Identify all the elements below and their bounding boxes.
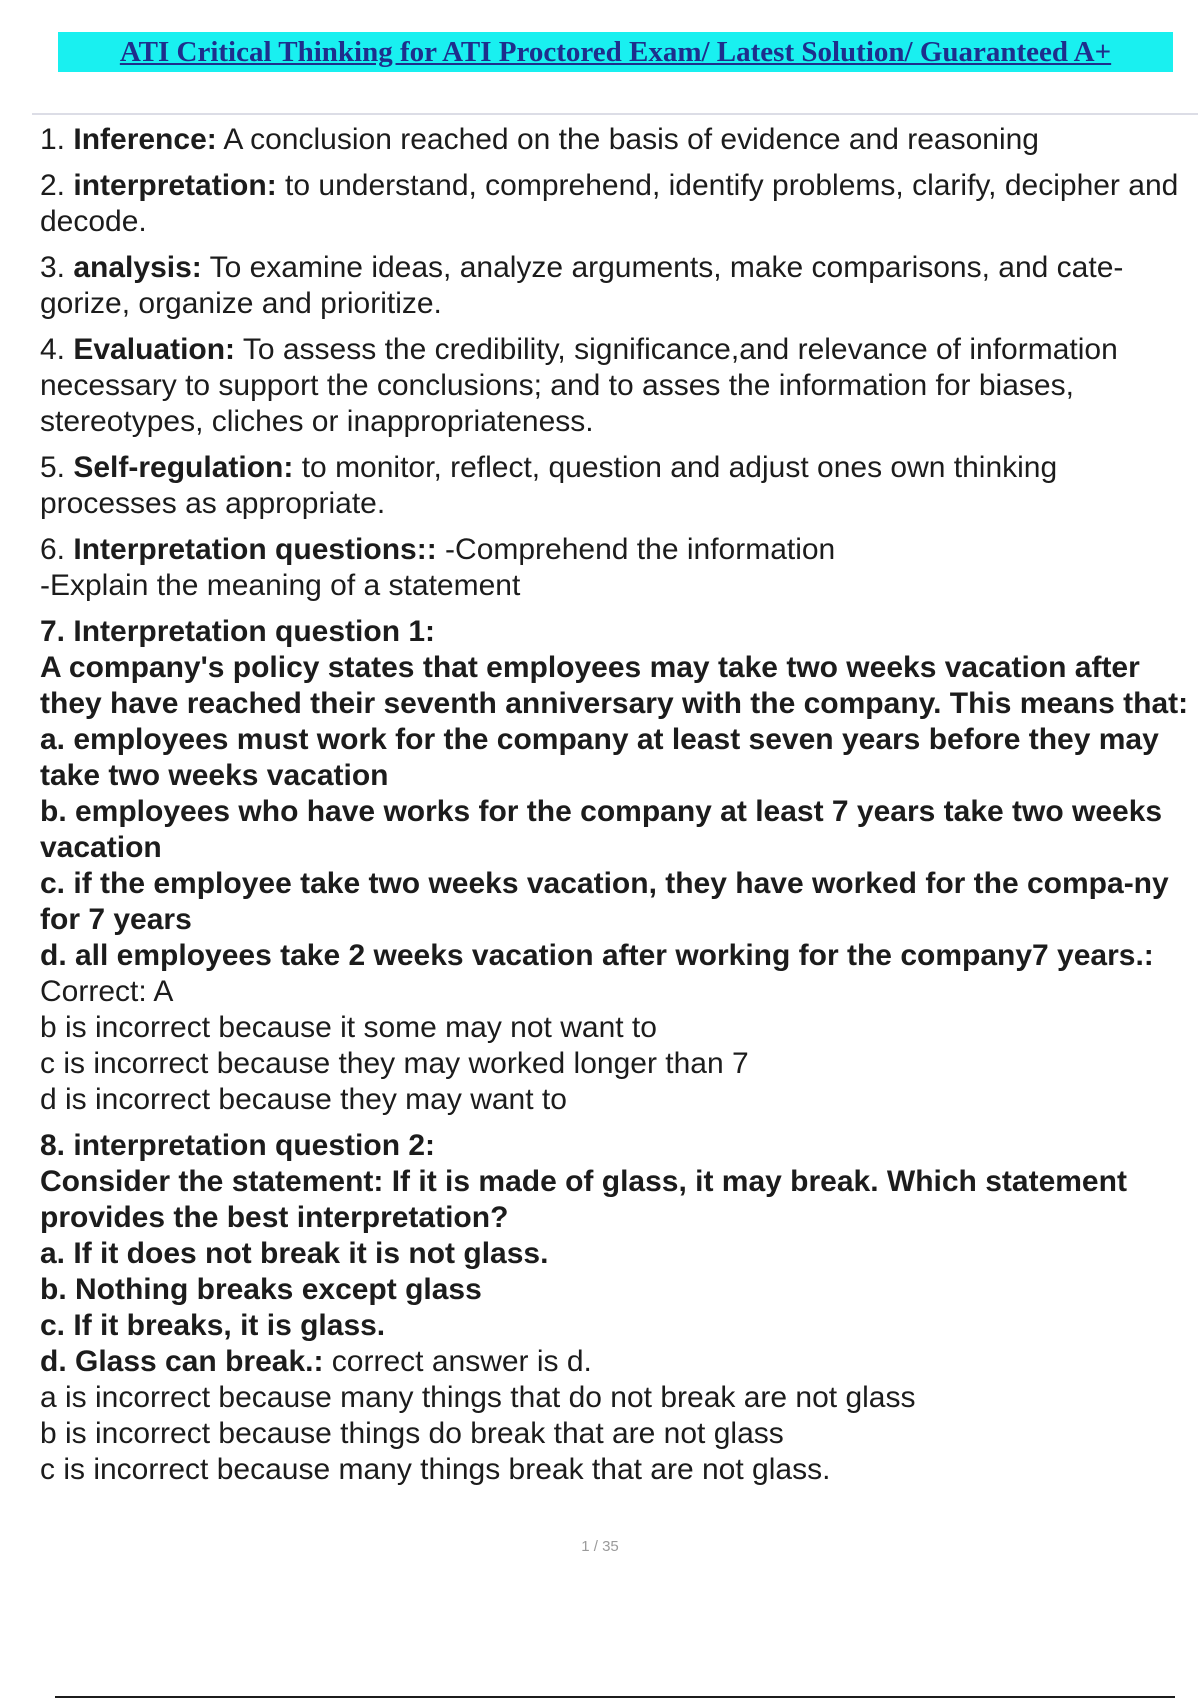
title-divider: [32, 113, 1198, 115]
question-option: d. all employees take 2 weeks vacation after working for the company7 years.:: [40, 939, 1154, 972]
document-title: ATI Critical Thinking for ATI Proctored Exam/ Latest Solution/ Guaranteed A+: [58, 32, 1173, 72]
answer-text: correct answer is d.: [323, 1345, 592, 1378]
answer-explanation: a is incorrect because many things that do not break are not glass: [40, 1381, 916, 1414]
item-term: Self-regulation:: [73, 451, 294, 484]
question-stem: A company's policy states that employees may take two weeks vacation after they have reached their seventh anniversary with the company. This means that:: [40, 651, 1189, 720]
answer-text: Correct: A: [40, 975, 174, 1008]
question-block: [40, 1128, 1195, 1488]
question-stem: Consider the statement: If it is made of glass, it may break. Which statement provides the best interpretation?: [40, 1165, 1127, 1234]
question-option-with-answer: [40, 1344, 1195, 1380]
answer-explanation: c is incorrect because many things break that are not glass.: [40, 1453, 831, 1486]
item-text: -Comprehend the information: [436, 533, 836, 566]
item-number: 2.: [40, 169, 74, 202]
question-option: d. Glass can break.:: [40, 1345, 324, 1378]
question-title: 8. interpretation question 2:: [40, 1129, 436, 1162]
definition-item: [40, 250, 1195, 322]
item-text: to monitor, reflect, question and adjust ones own thinking processes as appropriate.: [40, 451, 1058, 520]
page-number: 1 / 35: [581, 1538, 619, 1555]
item-number: 4.: [40, 333, 74, 366]
item-line: -Explain the meaning of a statement: [40, 569, 521, 602]
item-term: Evaluation:: [73, 333, 236, 366]
question-option: a. If it does not break it is not glass.: [40, 1237, 549, 1270]
answer-explanation: c is incorrect because they may worked longer than 7: [40, 1047, 749, 1080]
item-text: A conclusion reached on the basis of evidence and reasoning: [216, 123, 1039, 156]
item-text: To examine ideas, analyze arguments, make comparisons, and cate-gorize, organize and prioritize.: [40, 251, 1124, 320]
question-block: [40, 614, 1195, 1118]
item-text: to understand, comprehend, identify problems, clarify, decipher and decode.: [40, 169, 1179, 238]
item-term: Inference:: [73, 123, 217, 156]
item-term: Interpretation questions::: [73, 533, 437, 566]
item-line: [40, 532, 1195, 568]
question-option: c. If it breaks, it is glass.: [40, 1309, 386, 1342]
question-option: b. employees who have works for the company at least 7 years take two weeks vacation: [40, 795, 1163, 864]
item-number: 1.: [40, 123, 74, 156]
item-number: 5.: [40, 451, 74, 484]
definition-item: [40, 450, 1195, 522]
question-option: b. Nothing breaks except glass: [40, 1273, 482, 1306]
document-body: [40, 122, 1195, 1498]
question-title: 7. Interpretation question 1:: [40, 615, 436, 648]
question-option: c. if the employee take two weeks vacation, they have worked for the compa-ny for 7 years: [40, 867, 1169, 936]
item-term: analysis:: [73, 251, 202, 284]
page-bottom-divider: [55, 1696, 1175, 1698]
answer-explanation: d is incorrect because they may want to: [40, 1083, 567, 1116]
definition-item: [40, 532, 1195, 604]
question-option: a. employees must work for the company at least seven years before they may take two weeks vacation: [40, 723, 1159, 792]
answer-explanation: b is incorrect because things do break that are not glass: [40, 1417, 784, 1450]
item-text: To assess the credibility, significance,and relevance of information necessary to support the conclusions; and to asses the information for biases, stereotypes, cliches or inappropriateness.: [40, 333, 1118, 438]
item-number: 3.: [40, 251, 74, 284]
definition-item: [40, 332, 1195, 440]
definition-item: [40, 168, 1195, 240]
question-option-with-answer: [40, 938, 1195, 1010]
item-number: 6.: [40, 533, 74, 566]
answer-explanation: b is incorrect because it some may not want to: [40, 1011, 657, 1044]
definition-item: [40, 122, 1195, 158]
item-term: interpretation:: [73, 169, 277, 202]
